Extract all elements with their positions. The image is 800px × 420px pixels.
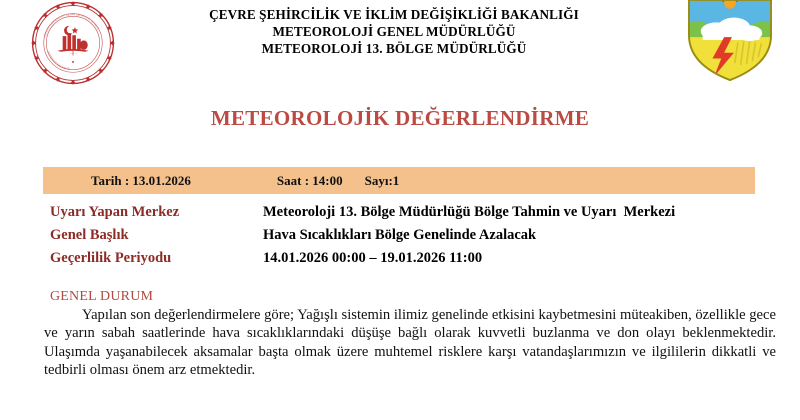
info-date: Tarih : 13.01.2026 (91, 172, 191, 188)
warning-meta-table (50, 204, 800, 273)
svg-text:DEĞİŞİKLİĞİ BAKANLIĞI: DEĞİŞİKLİĞİ BAKANLIĞI (46, 50, 71, 71)
meta-label-issuing-center: Uyarı Yapan Merkez (50, 204, 180, 220)
meta-value-general-headline: Hava Sıcaklıkları Bölge Genelinde Azalacak (263, 227, 537, 243)
ministry-line-1: ÇEVRE ŞEHİRCİLİK VE İKLİM DEĞİŞİKLİĞİ BAKANLIĞI (209, 7, 579, 22)
meta-value-issuing-center: Meteoroloji 13. Bölge Müdürlüğü Bölge Tahmin ve Uyarı Merkezi (263, 204, 676, 220)
meta-label-validity-period: Geçerlilik Periyodu (50, 250, 172, 266)
meta-row (50, 204, 800, 227)
info-time: Saat : 14:00 (276, 172, 343, 188)
ministry-line-3: METEOROLOJİ 13. BÖLGE MÜDÜRLÜĞÜ (261, 41, 527, 56)
general-situation-body: Yapılan son değerlendirmelere göre; Yağışlı sistemin ilimiz genelinde etkisini kaybetmesini müteakiben, özellikle gece ve yarın sabah saatlerinde hava sıcaklıklarındaki düşüşe bağlı olarak kuvvetli buzlanma ve don olayı beklenmektedir. Ulaşımda yaşanabilecek aksamalar başta olmak üzere muhtemel risklere karşı vatandaşlarımızın ve ilgililerin dikkatli ve tedbirli olması önem arz etmektedir. (44, 307, 776, 379)
meteorology-shield-logo (678, 0, 782, 82)
page-title: METEOROLOJİK DEĞERLENDİRME (210, 106, 590, 130)
document-info-bar (43, 167, 755, 194)
ministry-line-2: METEOROLOJİ GENEL MÜDÜRLÜĞÜ (272, 24, 516, 39)
meta-label-general-headline: Genel Başlık (50, 227, 129, 243)
meta-row (50, 250, 800, 273)
info-number: Sayı:1 (364, 172, 400, 188)
meta-row (50, 227, 800, 250)
turkish-ministry-seal-logo (30, 0, 116, 86)
meta-value-validity-period: 14.01.2026 00:00 – 19.01.2026 11:00 (263, 250, 483, 266)
ministry-header-text (110, 2, 678, 57)
document-header (0, 0, 800, 84)
svg-text:TÜRKİYE CUMHURİYETİ ÇEVRE ŞEHİ: TÜRKİYE CUMHURİYETİ ÇEVRE ŞEHİRCİLİK VE İKLİM (43, 13, 100, 38)
general-situation-heading: GENEL DURUM (50, 289, 154, 304)
